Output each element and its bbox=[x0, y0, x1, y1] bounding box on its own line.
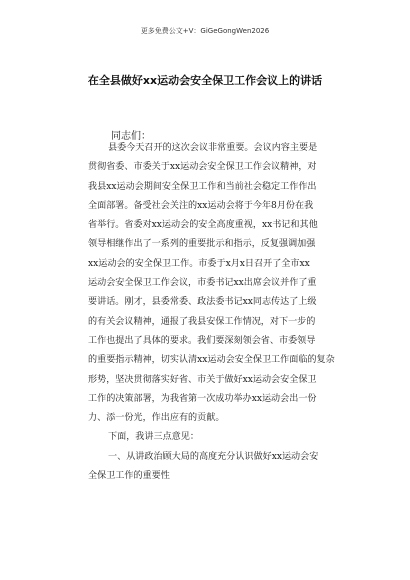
paragraph-line: 要讲话。刚才，县委常委、政法委书记xx同志传达了上级 bbox=[88, 297, 317, 308]
paragraph-line: 一、从讲政治顾大局的高度充分认识做好xx运动会安 bbox=[108, 451, 319, 462]
paragraph-line: 工作的决策部署，为我省第一次成功举办xx运动会出一份 bbox=[88, 393, 317, 404]
page-header-note: 更多免费公文+V：GiGeGongWen2026 bbox=[140, 27, 270, 35]
paragraph-line: 的重要指示精神，切实认清xx运动会安全保卫工作面临的复杂 bbox=[88, 355, 335, 366]
paragraph-line: 的有关会议精神，通报了我县安保工作情况，对下一步的 bbox=[88, 316, 316, 327]
paragraph-outline-intro bbox=[88, 428, 364, 447]
paragraph-line: 我县xx运动会期间安全保卫工作和当前社会稳定工作作出 bbox=[88, 181, 317, 192]
paragraph-line: 工作也提出了具体的要求。我们要深刻领会省、市委领导 bbox=[88, 335, 316, 346]
paragraph-line: 下面，我讲三点意见： bbox=[108, 432, 199, 443]
paragraph-line: 全保卫工作的重要性 bbox=[88, 471, 170, 482]
paragraph-line: 贯彻省委、市委关于xx运动会安全保卫工作会议精神，对 bbox=[88, 162, 317, 173]
paragraph-line: 力、添一份光，作出应有的贡献。 bbox=[88, 413, 225, 424]
paragraph-line: 省举行。省委对xx运动会的安全高度重视，xx书记和其他 bbox=[88, 220, 318, 231]
paragraph-intro bbox=[88, 139, 364, 428]
paragraph-line: 领导相继作出了一系列的重要批示和指示，反复强调加强 bbox=[88, 239, 316, 250]
paragraph-line: 县委今天召开的这次会议非常重要。会议内容主要是 bbox=[108, 143, 318, 153]
paragraph-line: xx运动会的安全保卫工作。市委于x月x日召开了全市xx bbox=[88, 258, 310, 269]
section-heading-1 bbox=[88, 448, 364, 487]
salutation: 同志们： bbox=[111, 131, 151, 142]
document-body bbox=[88, 139, 364, 486]
document-title: 在全县做好xx运动会安全保卫工作会议上的讲话 bbox=[87, 74, 323, 87]
paragraph-line: 运动会安全保卫工作会议，市委书记xx出席会议并作了重 bbox=[88, 278, 317, 289]
paragraph-line: 全面部署。备受社会关注的xx运动会将于今年8月份在我 bbox=[88, 200, 314, 211]
paragraph-line: 形势，坚决贯彻落实好省、市关于做好xx运动会安全保卫 bbox=[88, 374, 317, 385]
